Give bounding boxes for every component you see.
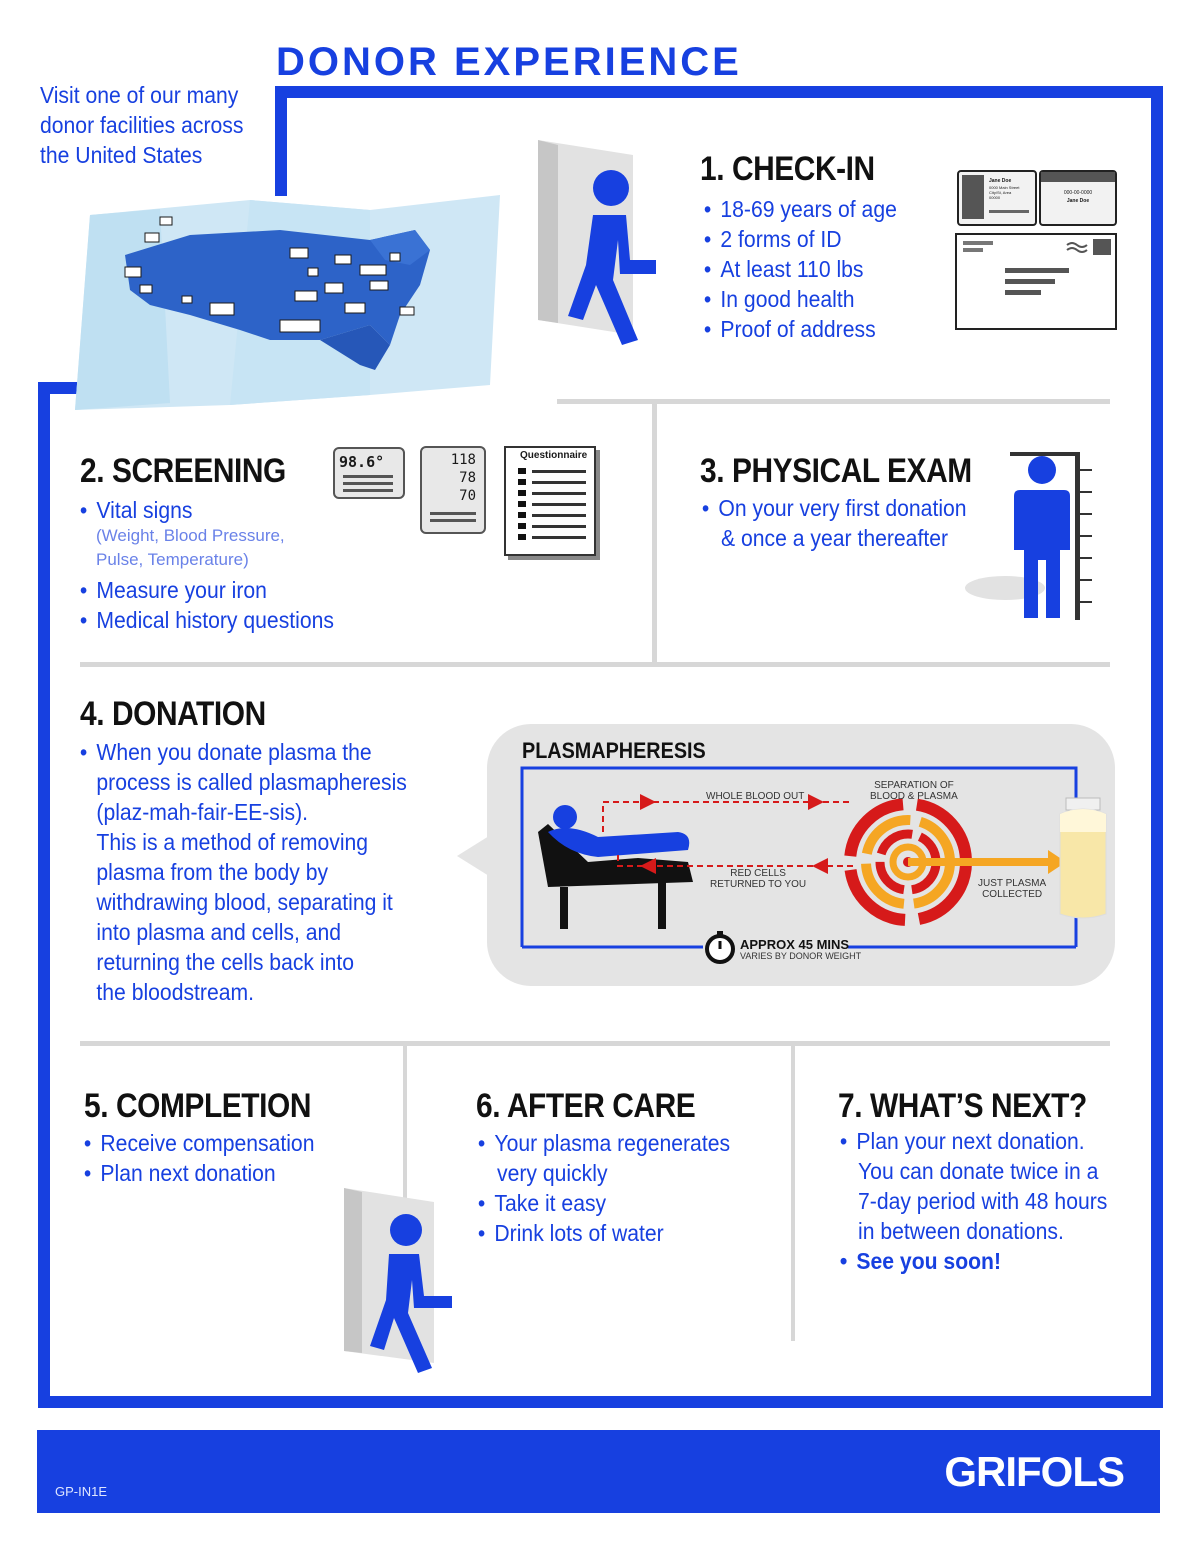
us-map-illustration: [70, 195, 510, 420]
envelope-icon: [955, 233, 1117, 330]
list-item: • Proof of address: [702, 314, 897, 344]
step3-list: [700, 493, 990, 523]
see-you-soon: • See you soon!: [839, 1248, 1002, 1274]
list-item: • Measure your iron: [78, 575, 334, 605]
step7-list: [838, 1126, 1106, 1156]
step6-continuation: very quickly: [497, 1160, 608, 1186]
list-item: • Plan your next donation.: [838, 1126, 1085, 1156]
step5-list: [82, 1128, 335, 1188]
speech-tail: [457, 836, 489, 876]
list-item: • Receive compensation: [82, 1128, 314, 1158]
step3-continuation: & once a year thereafter: [721, 525, 949, 551]
step2-title: 2. SCREENING: [80, 452, 286, 490]
footer-bar: [37, 1430, 1160, 1513]
donation-time: APPROX 45 MINS: [740, 937, 850, 952]
walking-person-door-icon: [538, 140, 668, 350]
step6-title: 6. AFTER CARE: [476, 1087, 696, 1125]
step6-list-more: [476, 1188, 680, 1248]
step1-title: 1. CHECK-IN: [700, 150, 875, 188]
list-item: • Vital signs: [78, 495, 192, 525]
frame-left: [38, 382, 50, 1408]
thermometer-icon: 98.6°: [333, 447, 405, 499]
separation-label: SEPARATION OF BLOOD & PLASMA: [870, 780, 958, 802]
frame-bottom: [38, 1396, 1163, 1408]
list-item: • Drink lots of water: [476, 1218, 664, 1248]
step5-title: 5. COMPLETION: [84, 1087, 312, 1125]
step4-title: 4. DONATION: [80, 695, 266, 733]
step2-list: [78, 495, 202, 525]
donation-time-note: VARIES BY DONOR WEIGHT: [740, 951, 862, 961]
whole-blood-label: WHOLE BLOOD OUT: [706, 791, 805, 802]
grifols-logo: GRIFOLS: [944, 1448, 1124, 1495]
divider: [557, 399, 1110, 404]
plasmapheresis-title: PLASMAPHERESIS: [522, 738, 706, 763]
list-item: • 2 forms of ID: [702, 224, 897, 254]
intro-text: Visit one of our many donor facilities across the United States: [40, 82, 244, 168]
just-plasma-label: JUST PLASMA COLLECTED: [978, 878, 1047, 900]
list-item: • Your plasma regenerates: [476, 1128, 730, 1158]
frame-top: [275, 86, 1163, 98]
step7-title: 7. WHAT’S NEXT?: [838, 1087, 1087, 1125]
frame-inner-vertical: [275, 86, 287, 196]
id-card-icon: Jane Doe 0000 Main Street City/St, Area 00000: [957, 170, 1037, 226]
step6-list: [476, 1128, 752, 1158]
page-title: DONOR EXPERIENCE: [276, 40, 742, 84]
divider: [80, 1041, 1110, 1046]
blood-pressure-monitor-icon: 118 78 70: [420, 446, 486, 534]
list-item: • On your very first donation: [700, 493, 967, 523]
step2-list-more: [78, 575, 356, 635]
frame-right: [1151, 86, 1163, 1408]
divider: [80, 662, 1110, 667]
list-item: • At least 110 lbs: [702, 254, 897, 284]
ssn-card-icon: 000-00-0000 Jane Doe: [1039, 170, 1117, 226]
red-cells-label: RED CELLS RETURNED TO YOU: [710, 868, 807, 890]
step3-title: 3. PHYSICAL EXAM: [700, 452, 972, 490]
list-item: • In good health: [702, 284, 897, 314]
step1-list: [702, 194, 914, 344]
divider: [652, 404, 657, 664]
list-item: • Medical history questions: [78, 605, 334, 635]
walking-person-exit-icon: [344, 1188, 464, 1378]
list-item: • Plan next donation: [82, 1158, 314, 1188]
list-item: • 18-69 years of age: [702, 194, 897, 224]
questionnaire-icon: Questionnaire: [504, 446, 596, 556]
divider: [791, 1043, 795, 1341]
step4-text: • When you donate plasma the process is called plasmapheresis (plaz-mah-fair-EE-sis). This is a method of removing plasma from the body by withdrawing blood, separating it into plasma and cells, and returning the cells back into the bloodstream.: [79, 739, 407, 1005]
list-item: • Take it easy: [476, 1188, 664, 1218]
vital-signs-note: (Weight, Blood Pressure, Pulse, Temperature): [96, 526, 285, 569]
footer-code: GP-IN1E: [55, 1484, 108, 1499]
step7-continuation: You can donate twice in a 7-day period with 48 hours in between donations.: [858, 1158, 1108, 1244]
height-measure-person-icon: [960, 450, 1100, 622]
